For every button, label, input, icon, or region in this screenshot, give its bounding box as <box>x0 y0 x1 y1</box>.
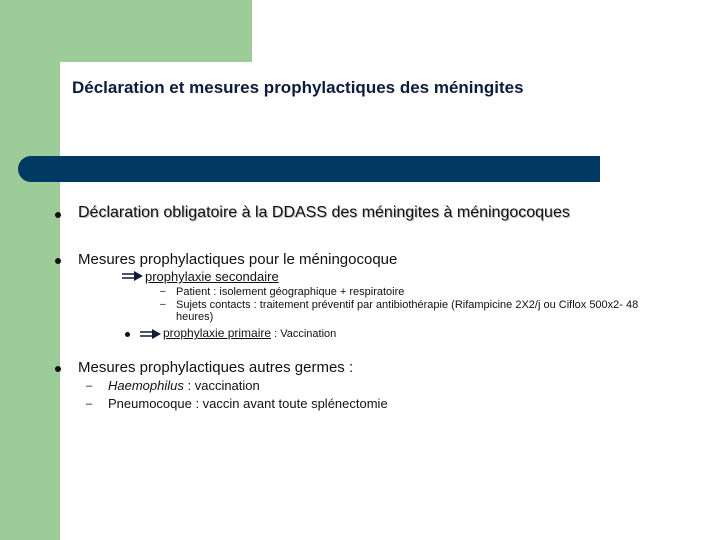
subitem-pneumocoque: Pneumocoque : vaccin avant toute splénectomie <box>108 396 388 411</box>
subitem-sujets-contacts: Sujets contacts : traitement préventif par antibiothérapie (Rifampicine 2X2/j ou Ciflox 500x2- 48 <box>176 299 639 311</box>
bullet-declaration: Déclaration obligatoire à la DDASS des méningites à méningocoques <box>78 204 570 221</box>
subitem-haemophilus: Haemophilus : vaccination <box>108 378 260 393</box>
bullet-dot <box>55 212 61 218</box>
prophylaxie-secondaire-label: prophylaxie secondaire <box>145 269 279 284</box>
green-accent-left <box>0 0 60 540</box>
subitem-patient: Patient : isolement géographique + respiratoire <box>176 286 405 298</box>
dash-marker: – <box>86 398 93 410</box>
double-arrow-icon <box>121 270 145 282</box>
bullet-dot <box>55 366 61 372</box>
bullet-meningocoque: Mesures prophylactiques pour le méningocoque <box>78 251 398 268</box>
dash-marker: – <box>86 380 93 392</box>
title-divider-bar <box>18 156 600 182</box>
vaccination-label: : Vaccination <box>271 328 337 340</box>
bullet-autres-germes: Mesures prophylactiques autres germes : <box>78 359 354 376</box>
double-arrow-icon <box>139 328 163 340</box>
bullet-dot <box>55 258 61 264</box>
bullet-dot-small <box>125 332 130 337</box>
dash-marker: – <box>160 286 166 297</box>
dash-marker: – <box>160 299 166 310</box>
prophylaxie-primaire-line <box>163 326 336 340</box>
subitem-sujets-contacts-cont: heures) <box>176 311 214 323</box>
haemophilus-italic: Haemophilus <box>108 378 184 393</box>
prophylaxie-primaire-label: prophylaxie primaire <box>163 326 272 340</box>
slide-title: Déclaration et mesures prophylactiques des méningites <box>72 78 524 97</box>
